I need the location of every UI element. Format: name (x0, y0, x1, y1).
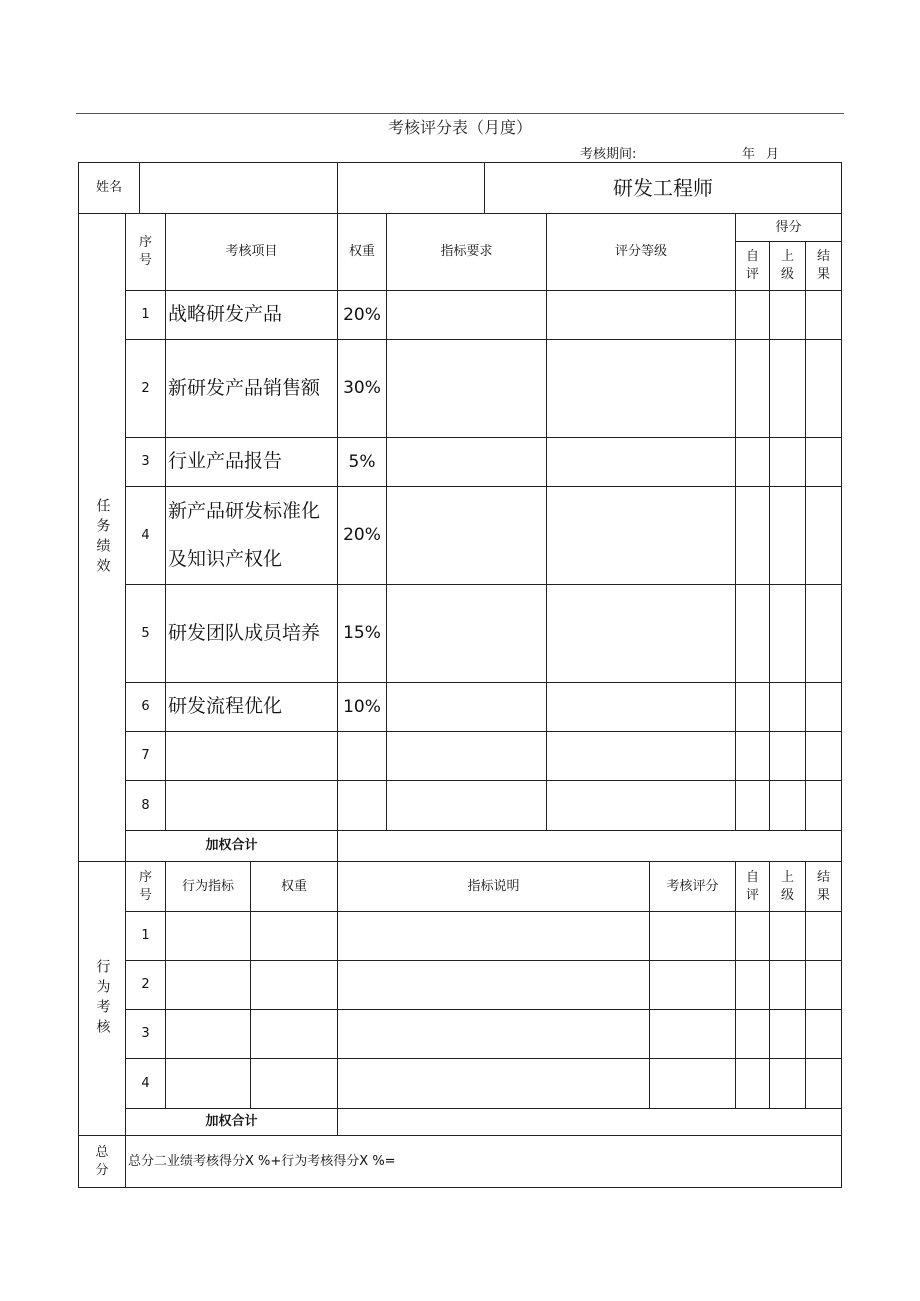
task-col-seq: 序号 (125, 213, 166, 291)
task-row-7-item[interactable] (165, 731, 338, 781)
task-section-text: 任务绩效 (94, 497, 111, 578)
task-row-6-superior[interactable] (769, 682, 806, 732)
behavior-row-1-superior[interactable] (769, 911, 806, 961)
task-row-2-grade[interactable] (546, 339, 736, 438)
task-row-2-requirement[interactable] (386, 339, 547, 438)
total-label: 总分 (78, 1135, 126, 1188)
task-row-5-requirement[interactable] (386, 584, 547, 683)
task-row-7-grade[interactable] (546, 731, 736, 781)
task-row-5-no: 5 (125, 584, 166, 683)
task-row-3-weight: 5% (337, 437, 387, 487)
task-row-5-self[interactable] (735, 584, 770, 683)
task-row-8-superior[interactable] (769, 780, 806, 831)
form-title: 考核评分表（月度） (387, 118, 532, 137)
behavior-row-1-weight[interactable] (250, 911, 338, 961)
behavior-col-indicator: 行为指标 (165, 861, 251, 912)
behavior-col-seq: 序号 (125, 861, 166, 912)
task-row-1-requirement[interactable] (386, 290, 547, 340)
behavior-row-2-description[interactable] (337, 960, 650, 1010)
task-row-3-superior[interactable] (769, 437, 806, 487)
behavior-row-4-rating[interactable] (649, 1058, 736, 1109)
behavior-row-1-result[interactable] (805, 911, 842, 961)
task-row-6-grade[interactable] (546, 682, 736, 732)
task-row-2-superior[interactable] (769, 339, 806, 438)
name-field[interactable] (139, 162, 338, 214)
behavior-row-2-self[interactable] (735, 960, 770, 1010)
task-col-item: 考核项目 (165, 213, 338, 291)
task-row-2-result[interactable] (805, 339, 842, 438)
behavior-row-3-description[interactable] (337, 1009, 650, 1059)
behavior-row-2-indicator[interactable] (165, 960, 251, 1010)
total-formula: 总分二业绩考核得分X %+行为考核得分X %= (125, 1135, 842, 1188)
behavior-subtotal-value[interactable] (337, 1108, 842, 1136)
task-row-4-weight: 20% (337, 486, 387, 585)
behavior-subtotal-label: 加权合计 (125, 1108, 338, 1136)
task-col-requirement: 指标要求 (386, 213, 547, 291)
task-row-7-requirement[interactable] (386, 731, 547, 781)
behavior-row-4-result[interactable] (805, 1058, 842, 1109)
task-row-3-self[interactable] (735, 437, 770, 487)
period-label: 考核期间: (580, 147, 637, 162)
behavior-row-4-indicator[interactable] (165, 1058, 251, 1109)
task-col-superior: 上级 (769, 241, 806, 291)
behavior-row-2-no: 2 (125, 960, 166, 1010)
task-row-5-result[interactable] (805, 584, 842, 683)
task-row-6-result[interactable] (805, 682, 842, 732)
behavior-col-description: 指标说明 (337, 861, 650, 912)
task-row-3-result[interactable] (805, 437, 842, 487)
task-row-3-requirement[interactable] (386, 437, 547, 487)
task-row-6-self[interactable] (735, 682, 770, 732)
behavior-row-3-weight[interactable] (250, 1009, 338, 1059)
task-col-weight: 权重 (337, 213, 387, 291)
task-row-1-superior[interactable] (769, 290, 806, 340)
task-col-grade: 评分等级 (546, 213, 736, 291)
behavior-row-4-no: 4 (125, 1058, 166, 1109)
task-row-1-weight: 20% (337, 290, 387, 340)
period-year: 年 (742, 147, 756, 162)
task-row-5-item: 研发团队成员培养 (165, 584, 338, 683)
behavior-row-1-indicator[interactable] (165, 911, 251, 961)
behavior-col-result: 结果 (805, 861, 842, 912)
task-row-7-weight[interactable] (337, 731, 387, 781)
behavior-row-2-rating[interactable] (649, 960, 736, 1010)
task-row-7-self[interactable] (735, 731, 770, 781)
position-title: 研发工程师 (484, 162, 842, 214)
task-row-4-requirement[interactable] (386, 486, 547, 585)
behavior-row-3-rating[interactable] (649, 1009, 736, 1059)
task-row-5-grade[interactable] (546, 584, 736, 683)
task-row-6-weight: 10% (337, 682, 387, 732)
task-row-7-no: 7 (125, 731, 166, 781)
task-row-4-superior[interactable] (769, 486, 806, 585)
behavior-row-4-self[interactable] (735, 1058, 770, 1109)
task-col-score: 得分 (735, 213, 842, 242)
task-subtotal-value[interactable] (337, 830, 842, 862)
task-row-1-grade[interactable] (546, 290, 736, 340)
task-row-3-grade[interactable] (546, 437, 736, 487)
task-row-6-requirement[interactable] (386, 682, 547, 732)
task-row-8-self[interactable] (735, 780, 770, 831)
behavior-row-2-superior[interactable] (769, 960, 806, 1010)
behavior-col-self: 自评 (735, 861, 770, 912)
task-col-result: 结果 (805, 241, 842, 291)
task-row-3-item: 行业产品报告 (165, 437, 338, 487)
task-row-8-no: 8 (125, 780, 166, 831)
task-row-4-self[interactable] (735, 486, 770, 585)
task-row-5-weight: 15% (337, 584, 387, 683)
task-row-8-item[interactable] (165, 780, 338, 831)
task-row-6-item: 研发流程优化 (165, 682, 338, 732)
behavior-row-4-superior[interactable] (769, 1058, 806, 1109)
task-row-8-weight[interactable] (337, 780, 387, 831)
behavior-row-1-description[interactable] (337, 911, 650, 961)
task-row-2-self[interactable] (735, 339, 770, 438)
name-label: 姓名 (78, 162, 140, 214)
task-row-1-item: 战略研发产品 (165, 290, 338, 340)
behavior-row-3-superior[interactable] (769, 1009, 806, 1059)
behavior-row-3-no: 3 (125, 1009, 166, 1059)
top-rule (76, 113, 844, 114)
behavior-row-4-description[interactable] (337, 1058, 650, 1109)
blank-field[interactable] (337, 162, 485, 214)
behavior-row-4-weight[interactable] (250, 1058, 338, 1109)
behavior-row-3-result[interactable] (805, 1009, 842, 1059)
task-row-8-grade[interactable] (546, 780, 736, 831)
behavior-section-text: 行为考核 (94, 958, 111, 1039)
behavior-row-2-result[interactable] (805, 960, 842, 1010)
task-row-2-item: 新研发产品销售额 (165, 339, 338, 438)
behavior-section-label (78, 861, 126, 1136)
task-row-2-no: 2 (125, 339, 166, 438)
behavior-row-1-rating[interactable] (649, 911, 736, 961)
behavior-row-1-self[interactable] (735, 911, 770, 961)
behavior-col-superior: 上级 (769, 861, 806, 912)
task-row-5-superior[interactable] (769, 584, 806, 683)
task-col-self: 自评 (735, 241, 770, 291)
behavior-row-3-indicator[interactable] (165, 1009, 251, 1059)
task-row-4-result[interactable] (805, 486, 842, 585)
task-row-1-no: 1 (125, 290, 166, 340)
task-row-4-item: 新产品研发标准化及知识产权化 (165, 486, 338, 585)
behavior-row-1-no: 1 (125, 911, 166, 961)
task-row-8-result[interactable] (805, 780, 842, 831)
task-section-label (78, 213, 126, 862)
task-row-3-no: 3 (125, 437, 166, 487)
task-subtotal-label: 加权合计 (125, 830, 338, 862)
behavior-col-weight: 权重 (250, 861, 338, 912)
behavior-row-3-self[interactable] (735, 1009, 770, 1059)
task-row-1-self[interactable] (735, 290, 770, 340)
period-month: 月 (766, 147, 780, 162)
behavior-col-rating: 考核评分 (649, 861, 736, 912)
task-row-6-no: 6 (125, 682, 166, 732)
task-row-1-result[interactable] (805, 290, 842, 340)
task-row-8-requirement[interactable] (386, 780, 547, 831)
task-row-4-no: 4 (125, 486, 166, 585)
task-row-4-grade[interactable] (546, 486, 736, 585)
task-row-7-result[interactable] (805, 731, 842, 781)
behavior-row-2-weight[interactable] (250, 960, 338, 1010)
task-row-7-superior[interactable] (769, 731, 806, 781)
task-row-2-weight: 30% (337, 339, 387, 438)
